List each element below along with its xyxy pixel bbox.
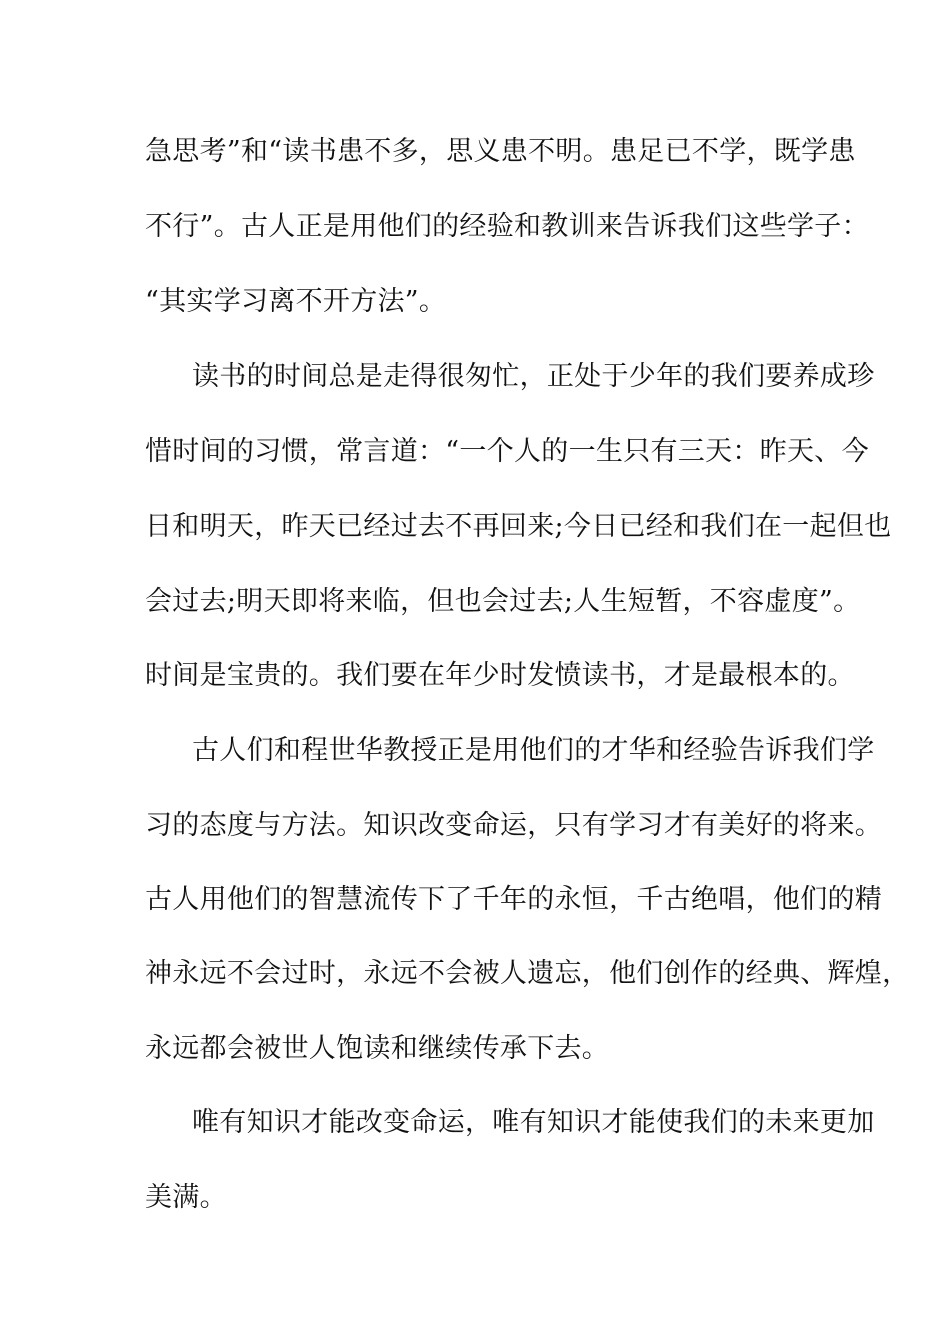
text-line: 神永远不会过时，永远不会被人遗忘，他们创作的经典、辉煌， [145, 958, 910, 989]
text-line: 时间是宝贵的。我们要在年少时发愤读书，才是最根本的。 [145, 660, 855, 691]
paragraph-start-line: 唯有知识才能改变命运，唯有知识才能使我们的未来更加 [192, 1107, 875, 1138]
text-line: 习的态度与方法。知识改变命运，只有学习才有美好的将来。 [145, 810, 883, 841]
text-line: 永远都会被世人饱读和继续传承下去。 [145, 1033, 610, 1064]
text-line: 会过去;明天即将来临，但也会过去;人生短暂，不容虚度”。 [145, 586, 861, 617]
paragraph-start-line: 古人们和程世华教授正是用他们的才华和经验告诉我们学 [192, 735, 875, 766]
text-line: 不行”。古人正是用他们的经验和教训来告诉我们这些学子： [145, 211, 869, 242]
text-line: 惜时间的习惯，常言道：“一个人的一生只有三天：昨天、今 [145, 436, 869, 467]
paragraph-start-line: 读书的时间总是走得很匆忙，正处于少年的我们要养成珍 [192, 361, 875, 392]
text-line: 日和明天，昨天已经过去不再回来;今日已经和我们在一起但也 [145, 511, 892, 542]
text-line: 美满。 [145, 1182, 227, 1213]
text-line: “其实学习离不开方法”。 [145, 286, 447, 317]
text-line: 急思考”和“读书患不多，思义患不明。患足已不学，既学患 [145, 136, 856, 167]
text-line: 古人用他们的智慧流传下了千年的永恒，千古绝唱，他们的精 [145, 884, 883, 915]
